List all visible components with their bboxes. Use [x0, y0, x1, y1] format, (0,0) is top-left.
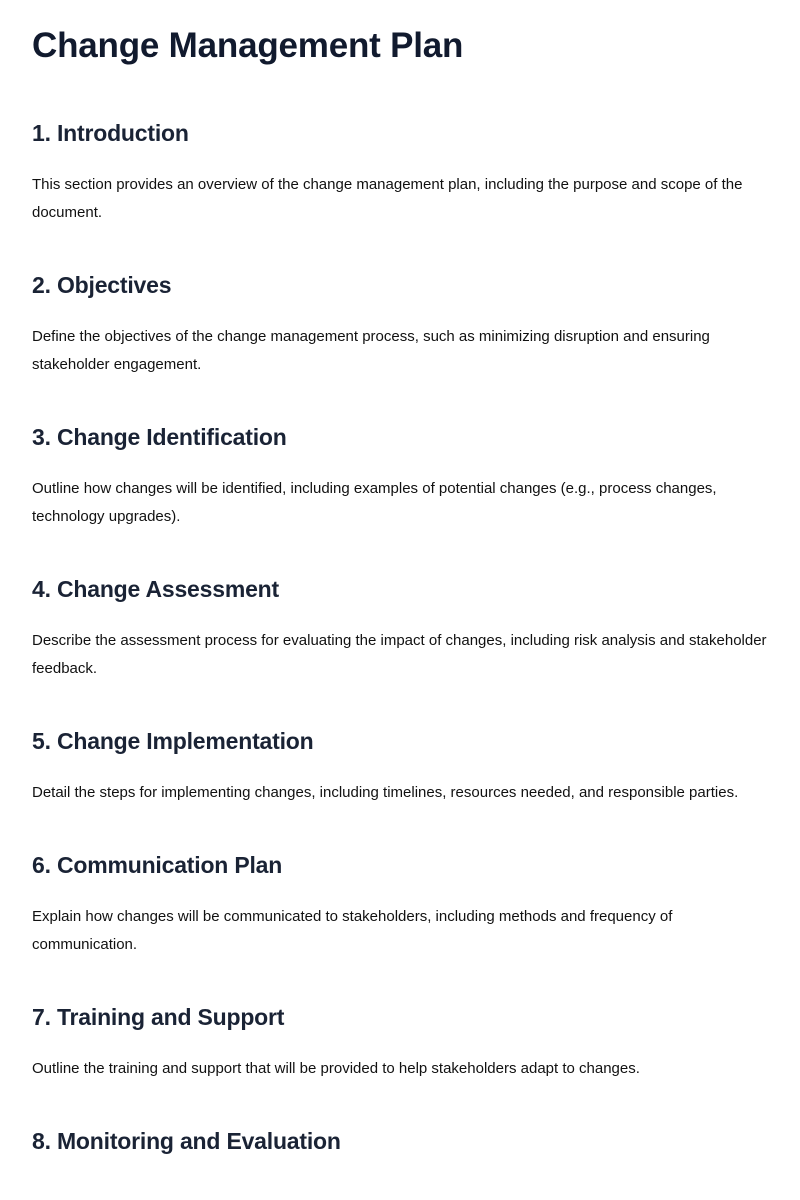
section-change-assessment	[32, 573, 768, 683]
section-body: Outline the training and support that will be provided to help stakeholders adapt to changes.	[32, 1060, 640, 1077]
section-body: Outline how changes will be identified, including examples of potential changes (e.g., process changes, technology upgrades).	[32, 480, 717, 525]
sections-list	[32, 117, 768, 1157]
section-heading: 7. Training and Support	[32, 1004, 285, 1030]
section-heading: 2. Objectives	[32, 272, 172, 298]
section-heading: 8. Monitoring and Evaluation	[32, 1128, 341, 1154]
section-heading: 3. Change Identification	[32, 424, 287, 450]
section-change-identification	[32, 421, 768, 531]
section-communication-plan	[32, 849, 768, 959]
document-title: Change Management Plan	[32, 26, 464, 65]
section-body: This section provides an overview of the change management plan, including the purpose and scope of the document.	[32, 176, 743, 221]
section-body: Explain how changes will be communicated to stakeholders, including methods and frequency of communication.	[32, 908, 673, 953]
section-body: Define the objectives of the change management process, such as minimizing disruption and ensuring stakeholder engagement.	[32, 328, 710, 373]
section-training-and-support	[32, 1001, 768, 1083]
section-change-implementation	[32, 725, 768, 807]
section-monitoring-and-evaluation	[32, 1125, 768, 1157]
section-heading: 6. Communication Plan	[32, 852, 283, 878]
section-body: Describe the assessment process for evaluating the impact of changes, including risk analysis and stakeholder feedback.	[32, 632, 767, 677]
section-heading: 1. Introduction	[32, 120, 189, 146]
section-body: Detail the steps for implementing changes, including timelines, resources needed, and responsible parties.	[32, 784, 739, 801]
section-heading: 4. Change Assessment	[32, 576, 279, 602]
section-objectives	[32, 269, 768, 379]
section-introduction	[32, 117, 768, 227]
section-heading: 5. Change Implementation	[32, 728, 314, 754]
